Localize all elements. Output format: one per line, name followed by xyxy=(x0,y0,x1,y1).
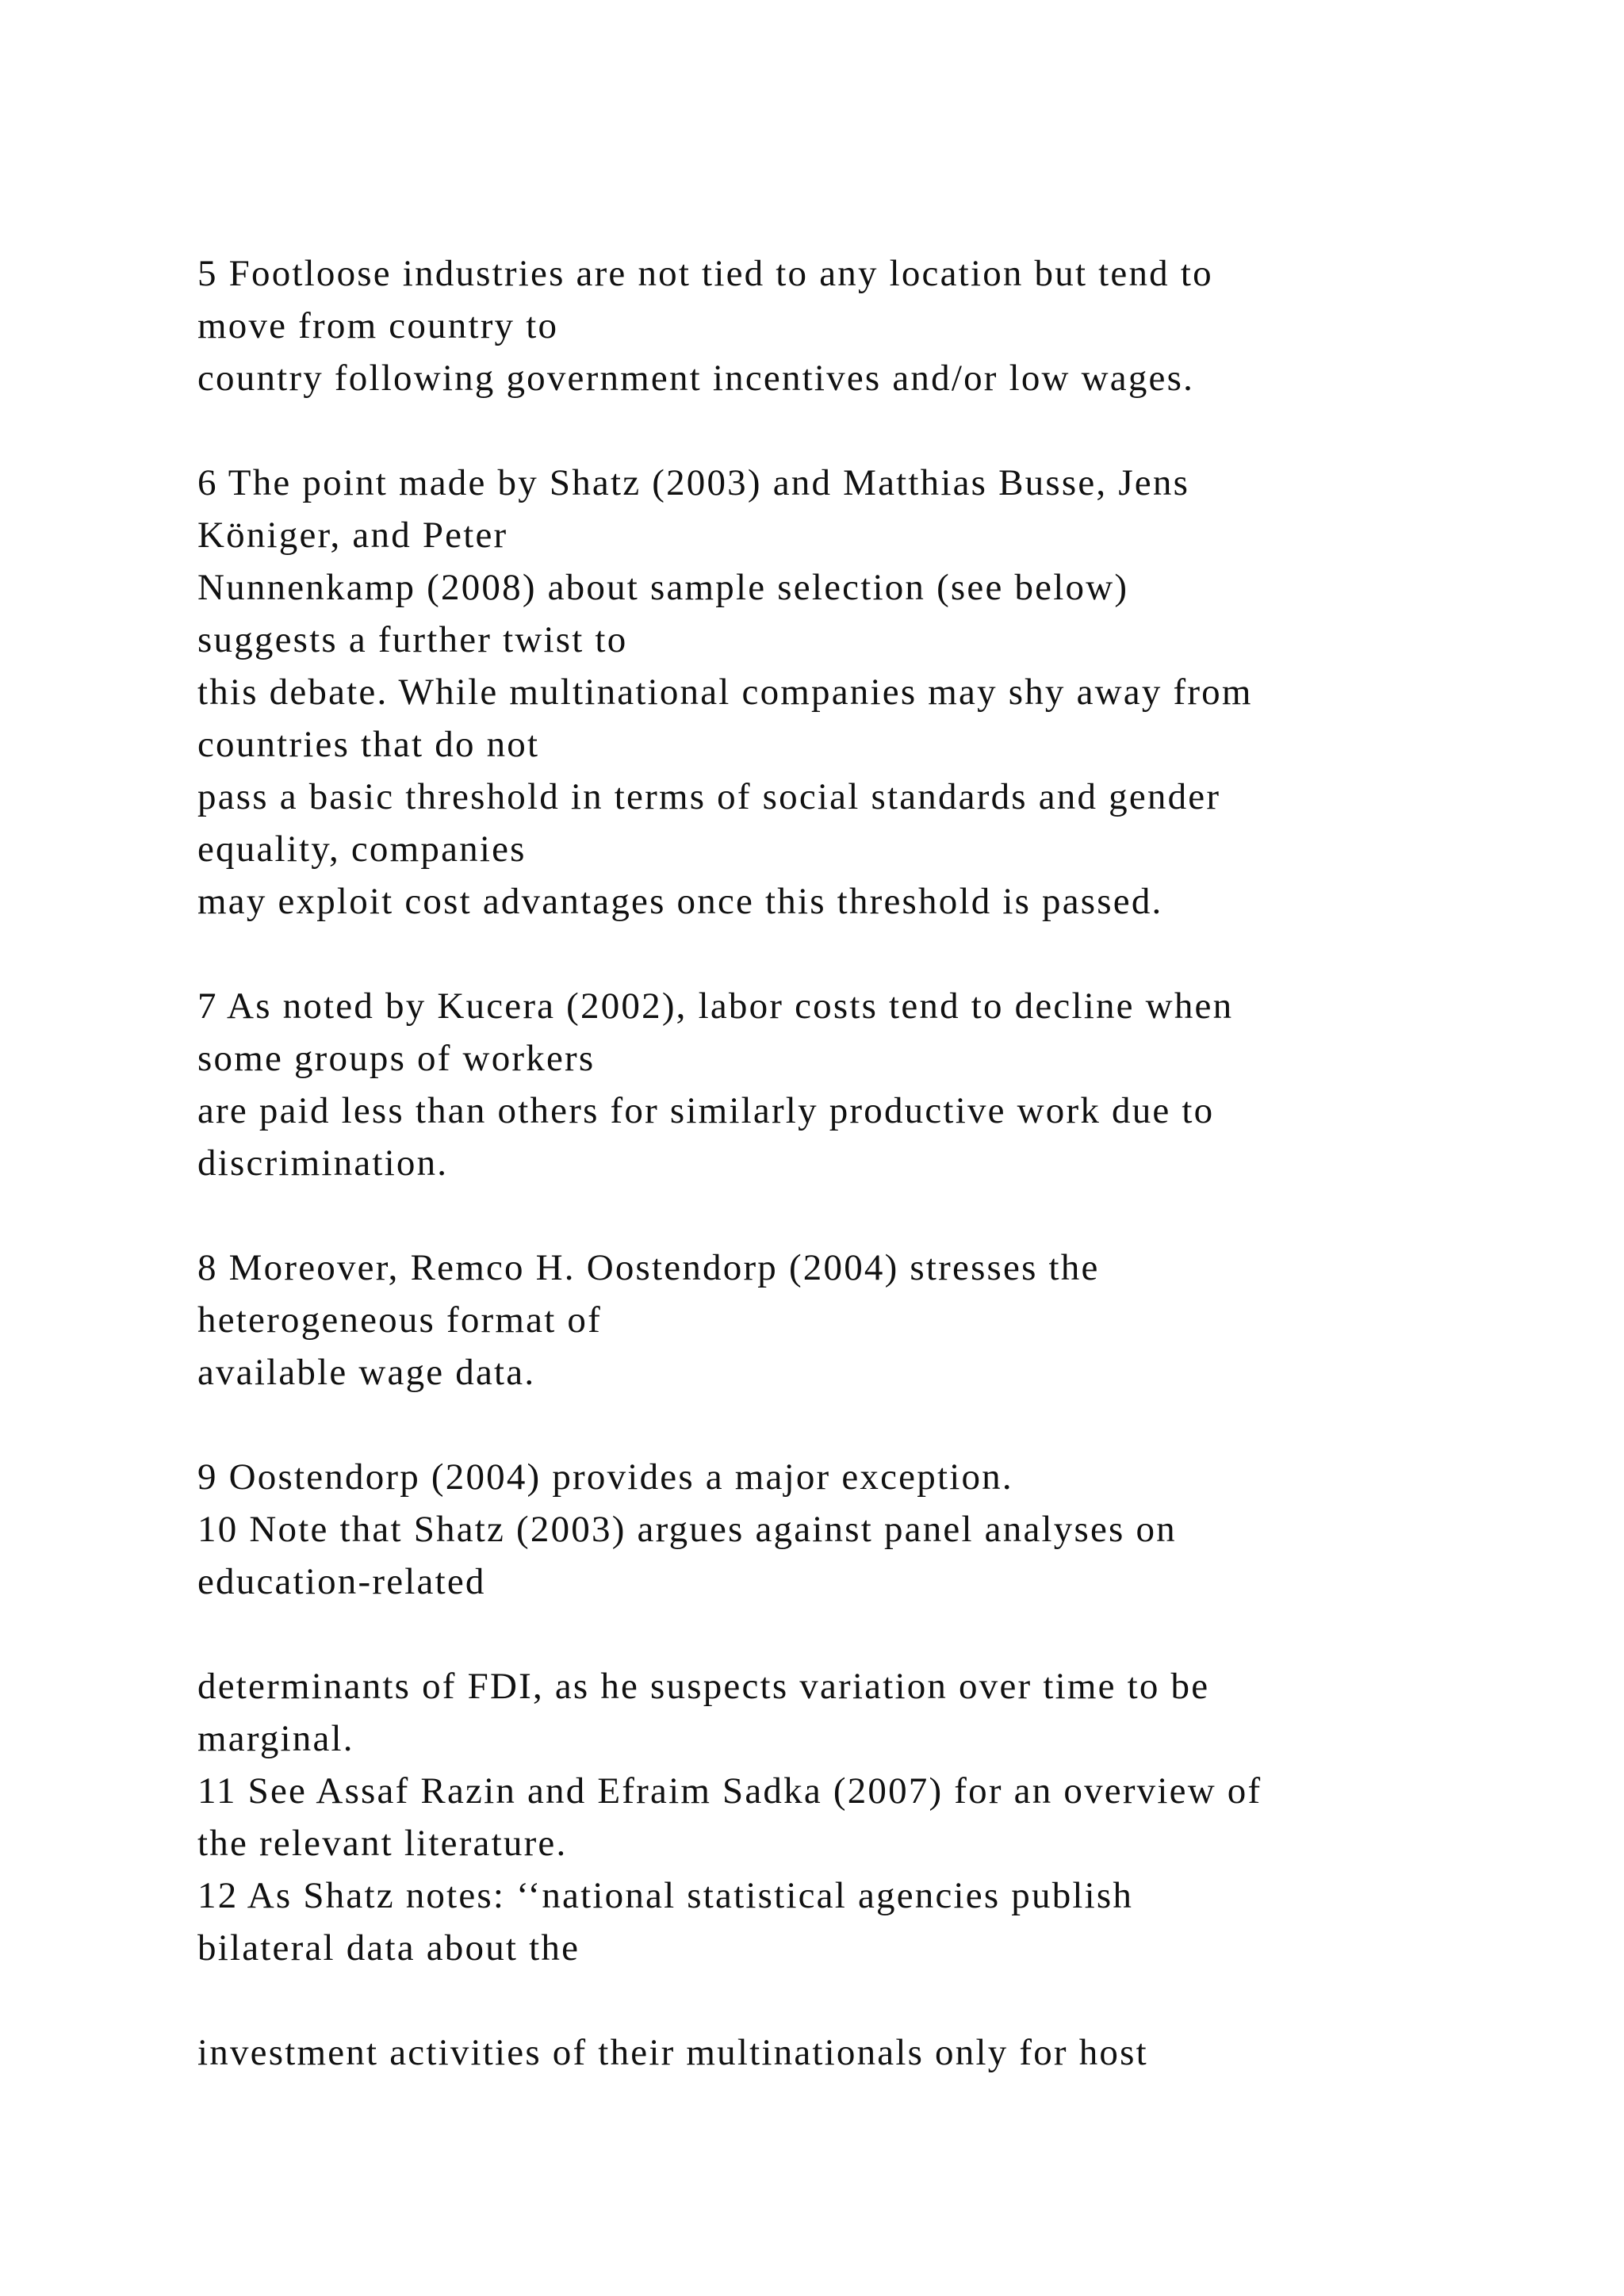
text-line: 12 As Shatz notes: ‘‘national statistical agencies publish xyxy=(197,1875,1134,1916)
text-line: determinants of FDI, as he suspects variation over time to be xyxy=(197,1666,1210,1707)
paragraph-gap xyxy=(197,1974,1530,2026)
text-line: suggests a further twist to xyxy=(197,619,628,660)
text-line: countries that do not xyxy=(197,724,540,765)
text-line: are paid less than others for similarly productive work due to xyxy=(197,1090,1215,1131)
text-line: some groups of workers xyxy=(197,1038,596,1079)
text-line: this debate. While multinational companies may shy away from xyxy=(197,672,1253,713)
footnotes-text xyxy=(197,247,1530,2079)
text-line: the relevant literature. xyxy=(197,1823,568,1864)
text-line: 5 Footloose industries are not tied to any location but tend to xyxy=(197,253,1213,294)
paragraph-gap xyxy=(197,1399,1530,1451)
text-line: may exploit cost advantages once this threshold is passed. xyxy=(197,881,1163,922)
paragraph-gap xyxy=(197,404,1530,457)
text-line: move from country to xyxy=(197,305,559,346)
text-line: Königer, and Peter xyxy=(197,515,508,556)
text-line: bilateral data about the xyxy=(197,1927,580,1969)
text-line: pass a basic threshold in terms of social standards and gender xyxy=(197,776,1221,817)
text-line: country following government incentives and/or low wages. xyxy=(197,358,1195,399)
paragraph-gap xyxy=(197,928,1530,980)
text-line: equality, companies xyxy=(197,828,527,870)
text-line: 9 Oostendorp (2004) provides a major exception. xyxy=(197,1456,1013,1498)
text-line: discrimination. xyxy=(197,1142,449,1184)
text-line: 6 The point made by Shatz (2003) and Matthias Busse, Jens xyxy=(197,462,1190,503)
text-line: 11 See Assaf Razin and Efraim Sadka (2007) for an overview of xyxy=(197,1770,1262,1812)
text-line: 8 Moreover, Remco H. Oostendorp (2004) stresses the xyxy=(197,1247,1100,1288)
paragraph-gap xyxy=(197,1608,1530,1660)
text-line: 10 Note that Shatz (2003) argues against panel analyses on xyxy=(197,1509,1177,1550)
text-line: heterogeneous format of xyxy=(197,1299,602,1341)
text-line: marginal. xyxy=(197,1718,354,1759)
text-line: available wage data. xyxy=(197,1352,536,1393)
paragraph-gap xyxy=(197,1189,1530,1242)
text-line: 7 As noted by Kucera (2002), labor costs tend to decline when xyxy=(197,985,1234,1027)
text-line: education-related xyxy=(197,1561,486,1602)
text-line: Nunnenkamp (2008) about sample selection (see below) xyxy=(197,567,1129,608)
text-line: investment activities of their multinationals only for host xyxy=(197,2032,1148,2073)
